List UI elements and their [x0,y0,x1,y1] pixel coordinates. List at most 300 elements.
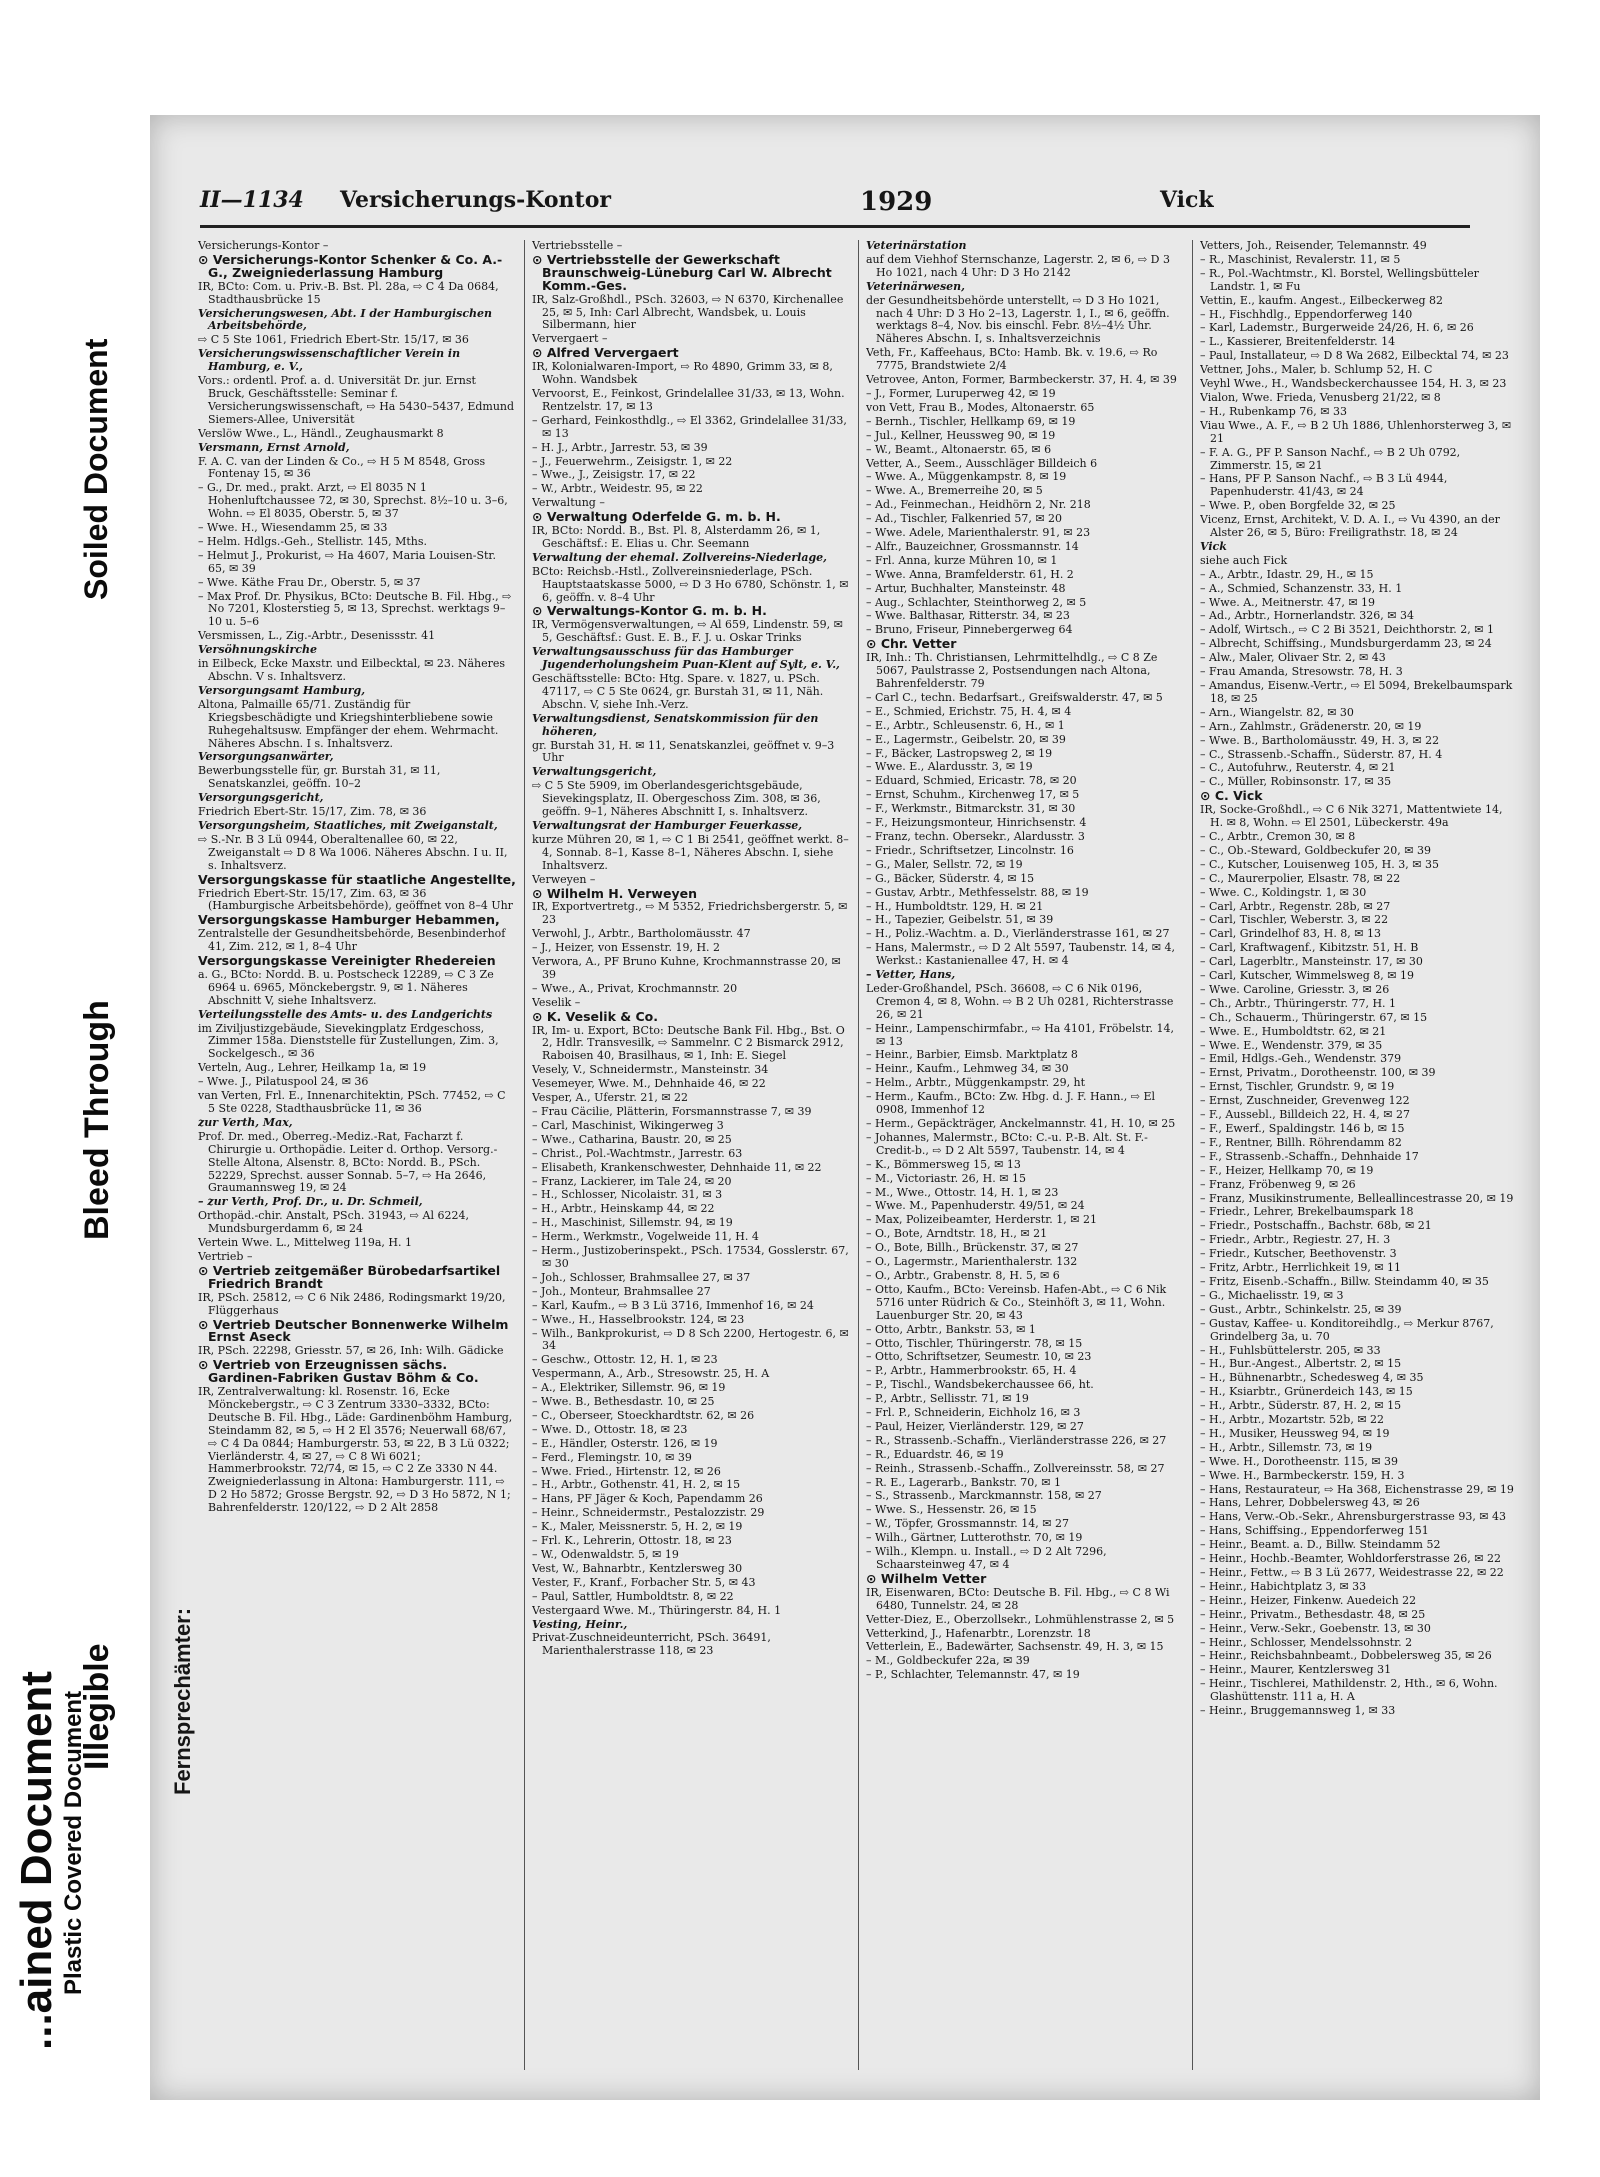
directory-entry: – Bruno, Friseur, Pinnebergerweg 64 [866,623,1073,637]
directory-entry: – Wwe. A., Müggenkampstr. 8, ✉ 19 [866,470,1067,484]
directory-entry: Versorgungsgericht, [198,791,324,805]
directory-entry: – Wwe., A., Privat, Krochmannstr. 20 [532,981,738,995]
directory-entry: – Wwe. B., Bethesdastr. 10, ✉ 25 [532,1395,715,1409]
directory-entry: Vettner, Johs., Maler, b. Schlump 52, H. C [1200,363,1433,377]
directory-entry: – C., Maurerpolier, Elsastr. 78, ✉ 22 [1200,871,1401,885]
directory-entry: Vertein Wwe. L., Mittelweg 119a, H. 1 [198,1236,412,1250]
directory-entry: – E., Händler, Osterstr. 126, ✉ 19 [532,1436,718,1450]
directory-entry: – Carl, Arbtr., Regenstr. 28b, ✉ 27 [1200,899,1391,913]
directory-entry: Vervoorst, E., Feinkost, Grindelallee 31/33, ✉ 13, Wohn. Rentzelstr. 17, ✉ 13 [532,386,845,413]
directory-entry: Versorgungskasse Hamburger Hebammen, [198,912,500,928]
directory-entry: – A., Elektriker, Sillemstr. 96, ✉ 19 [532,1381,726,1395]
directory-entry: – Wilh., Gärtner, Lutterothstr. 70, ✉ 19 [866,1531,1083,1545]
directory-entry: Verteln, Aug., Lehrer, Heilkamp 1a, ✉ 19 [198,1061,427,1075]
directory-entry: Vors.: ordentl. Prof. a. d. Universität Dr. jur. Ernst Bruck, Geschäftsstelle: Seminar f. Versicherungswissenschaft, ⇨ Ha 5430–5437, Edmund Siemers-Allee, Universität [198,374,515,426]
directory-entry: – Franz, techn. Obersekr., Alardusstr. 3 [866,829,1085,843]
directory-entry: – Frau Amanda, Stresowstr. 78, H. 3 [1200,665,1403,679]
directory-entry: Verwaltungsrat der Hamburger Feuerkasse, [532,818,803,832]
directory-entry: – H., Fuhlsbüttelerstr. 205, ✉ 33 [1200,1343,1381,1357]
directory-entry: – Heinr., Bruggemannsweg 1, ✉ 33 [1200,1704,1396,1718]
directory-entry: – A., Arbtr., Idastr. 29, H., ✉ 15 [1200,567,1374,581]
directory-entry: – Hans, Restaurateur, ⇨ Ha 368, Eichenstrasse 29, ✉ 19 [1200,1482,1514,1496]
directory-entry: – H., Ksiarbtr., Grünerdeich 143, ✉ 15 [1200,1385,1413,1399]
directory-entry: – H., Rubenkamp 76, ✉ 33 [1200,404,1347,418]
directory-entry: – M., Goldbeckufer 22a, ✉ 39 [866,1654,1030,1668]
directory-entry: Veselik – [532,995,581,1009]
directory-entry: – C., Oberseer, Stoeckhardtstr. 62, ✉ 26 [532,1408,755,1422]
directory-entry: kurze Mühren 20, ✉ 1, ⇨ C 1 Bi 2541, geöffnet werkt. 8–4, Sonnab. 8–1, Kasse 8–1, Näheres Abschn. I, siehe Inhaltsverz. [532,832,849,872]
phone-exchange-legend [170,1608,196,1795]
directory-entry: – Wwe. Caroline, Griesstr. 3, ✉ 26 [1200,982,1390,996]
directory-entry: von Vett, Frau B., Modes, Altonaerstr. 65 [866,400,1095,414]
directory-entry: auf dem Viehhof Sternschanze, Lagerstr. 2, ✉ 6, ⇨ D 3 Ho 1021, nach 4 Uhr: D 3 Ho 2142 [866,252,1170,279]
directory-entry: – Heinr., Schneidermstr., Pestalozzistr. 29 [532,1506,765,1520]
directory-entry: – O., Bote, Arndtstr. 18, H., ✉ 21 [866,1227,1048,1241]
directory-entry: – H., Poliz.-Wachtm. a. D., Vierländerstrasse 161, ✉ 27 [866,927,1170,941]
directory-entry: – G., Maler, Sellstr. 72, ✉ 19 [866,857,1023,871]
directory-entry: – Geschw., Ottostr. 12, H. 1, ✉ 23 [532,1353,718,1367]
directory-entry: – O., Bote, Billh., Brückenstr. 37, ✉ 27 [866,1241,1079,1255]
directory-entry: – K., Bömmersweg 15, ✉ 13 [866,1157,1021,1171]
directory-entry: Vest, W., Bahnarbtr., Kentzlersweg 30 [532,1561,743,1575]
directory-entry: – Frl. K., Lehrerin, Ottostr. 18, ✉ 23 [532,1534,732,1548]
directory-entry: – Friedr., Kutscher, Beethovenstr. 3 [1200,1247,1397,1261]
directory-entry: – Gustav, Kaffee- u. Konditoreihdlg., ⇨ Merkur 8767, Grindelberg 3a, u. 70 [1200,1316,1494,1343]
directory-entry: – Eduard, Schmied, Ericastr. 78, ✉ 20 [866,774,1077,788]
column-divider [858,240,859,2070]
directory-entry: Versorgungskasse Vereinigter Rhedereien [198,953,496,969]
directory-entry: – Christ., Pol.-Wachtmstr., Jarrestr. 63 [532,1146,743,1160]
directory-entry: – H., Arbtr., Sillemstr. 73, ✉ 19 [1200,1440,1373,1454]
directory-entry: – Johannes, Malermstr., BCto: C.-u. P.-B. Alt. St. F.-Credit-b., ⇨ D 2 Alt 5597, Taubenstr. 14, ✉ 4 [866,1130,1148,1157]
directory-entry: – Ch., Schauerm., Thüringerstr. 67, ✉ 15 [1200,1010,1428,1024]
directory-entry: – Franz, Fröbenweg 9, ✉ 26 [1200,1177,1356,1191]
directory-entry: IR, Kolonialwaren-Import, ⇨ Ro 4890, Grimm 33, ✉ 8, Wohn. Wandsbek [532,360,833,387]
directory-entry: – Arn., Wiangelstr. 82, ✉ 30 [1200,705,1354,719]
directory-entry: Versicherungswissenschaftlicher Verein in Hamburg, e. V., [198,347,461,374]
directory-entry: – F., Bäcker, Lastropsweg 2, ✉ 19 [866,746,1053,760]
directory-entry: – F., Heizer, Hellkamp 70, ✉ 19 [1200,1163,1374,1177]
banner-text-1: ...ained Document [12,1671,61,2050]
directory-entry: ⊙ Vertrieb Deutscher Bonnenwerke Wilhelm Ernst Aseck [198,1316,509,1345]
column-divider [524,240,525,2070]
directory-entry: Leder-Großhandel, PSch. 36608, ⇨ C 6 Nik 0196, Cremon 4, ✉ 8, Wohn. ⇨ B 2 Uh 0281, Richterstrasse 26, ✉ 21 [866,981,1174,1021]
directory-entry: – Heinr., Maurer, Kentzlersweg 31 [1200,1663,1392,1677]
directory-entry: BCto: Reichsb.-Hstl., Zollvereinsniederlage, PSch. Hauptstaatskasse 5000, ⇨ D 3 Ho 6780, Schönstr. 1, ✉ 6, geöffn. v. 8–4 Uhr [532,564,849,604]
directory-entry: Altona, Palmaille 65/71. Zuständig für Kriegsbeschädigte und Kriegshinterbliebene sowie Ruhegehaltsusw. Empfänger der ehem. Wehrmacht. Näheres Abschn. I s. Inhaltsverz. [198,697,499,750]
directory-entry: – Wwe. Käthe Frau Dr., Oberstr. 5, ✉ 37 [198,575,421,589]
directory-entry: Veth, Fr., Kaffeehaus, BCto: Hamb. Bk. v. 19.6, ⇨ Ro 7775, Brandstwiete 2/4 [866,346,1158,373]
directory-entry: – H., Arbtr., Heinskamp 44, ✉ 22 [532,1202,715,1216]
directory-entry: – P., Schlachter, Telemannstr. 47, ✉ 19 [866,1668,1080,1682]
directory-entry: van Verten, Frl. E., Innenarchitektin, PSch. 77452, ⇨ C 5 Ste 0228, Stadthausbrücke 11, ✉ 36 [198,1089,506,1115]
directory-entry: – O., Lagermstr., Marienthalerstr. 132 [866,1255,1078,1269]
directory-entry: im Ziviljustizgebäude, Sievekingplatz Erdgeschoss, Zimmer 158a. Dienststelle für Zustellungen, Zim. 3, Sockelgesch., ✉ 36 [198,1021,499,1061]
directory-entry: Geschäftsstelle: BCto: Htg. Spare. v. 1827, u. PSch. 47117, ⇨ C 5 Ste 0624, gr. Burstah 31, ✉ 11, Näh. Abschn. V, siehe Inh.-Verz. [532,672,824,711]
directory-entry: – Wilh., Klempn. u. Install., ⇨ D 2 Alt 7296, Schaarsteinweg 47, ✉ 4 [866,1545,1107,1571]
directory-entry: zur Verth, Max, [198,1115,293,1129]
directory-entry: – Elisabeth, Krankenschwester, Dehnhaide 11, ✉ 22 [532,1160,822,1174]
directory-entry: ⊙ K. Veselik & Co. [532,1008,658,1024]
directory-entry: – Herm., Kaufm., BCto: Zw. Hbg. d. J. F. Hann., ⇨ El 0908, Immenhof 12 [866,1090,1156,1117]
directory-entry: – P., Arbtr., Hammerbrookstr. 65, H. 4 [866,1364,1077,1378]
directory-entry: – Herm., Justizoberinspekt., PSch. 17534, Gosslerstr. 67, ✉ 30 [532,1244,849,1270]
directory-entry: – Ernst, Schuhm., Kirchenweg 17, ✉ 5 [866,788,1080,802]
directory-entry: ⇨ S.-Nr. B 3 Lü 0944, Oberaltenallee 60, ✉ 22, Zweiganstalt ⇨ D 8 Wa 1006. Näheres Abschn. I u. II, s. Inhaltsverz. [198,832,508,872]
directory-entry: Verslöw Wwe., L., Händl., Zeughausmarkt 8 [198,426,444,440]
column-2 [532,240,850,2070]
directory-entry: Vestergaard Wwe. M., Thüringerstr. 84, H. 1 [532,1603,782,1617]
page-last-entry: Vick [1160,187,1214,213]
directory-entry: IR, Eisenwaren, BCto: Deutsche B. Fil. Hbg., ⇨ C 8 Wi 6480, Tunnelstr. 24, ✉ 28 [866,1585,1170,1612]
directory-entry: Ververgaert – [532,332,608,346]
directory-entry: – P., Arbtr., Sellisstr. 71, ✉ 19 [866,1392,1029,1406]
directory-entry: – Carl, Tischler, Weberstr. 3, ✉ 22 [1200,913,1389,927]
directory-entry: – Wwe. Adele, Marienthalerstr. 91, ✉ 23 [866,526,1091,540]
directory-entry: Vick [1200,539,1227,553]
directory-entry: Verwaltungsgericht, [532,765,657,779]
directory-entry: Verwora, A., PF Bruno Kuhne, Krochmannstrasse 20, ✉ 39 [532,955,841,981]
directory-entry: – Alfr., Bauzeichner, Grossmannstr. 14 [866,539,1079,553]
directory-entry: – Wwe. S., Hessenstr. 26, ✉ 15 [866,1503,1037,1517]
directory-entry: – H., Arbtr., Süderstr. 87, H. 2, ✉ 15 [1200,1399,1402,1413]
directory-entry: – H., Bur.-Angest., Albertstr. 2, ✉ 15 [1200,1357,1402,1371]
directory-entry: – R., Maschinist, Revalerstr. 11, ✉ 5 [1200,252,1401,266]
directory-entry: – Herm., Gepäckträger, Anckelmannstr. 41, H. 10, ✉ 25 [866,1117,1176,1130]
directory-entry: – Ch., Arbtr., Thüringerstr. 77, H. 1 [1200,996,1397,1010]
directory-entry: – C., Arbtr., Cremon 30, ✉ 8 [1200,829,1356,843]
directory-entry: – Carl, Grindelhof 83, H. 8, ✉ 13 [1200,927,1382,941]
directory-entry: – Wwe. A., Meitnerstr. 47, ✉ 19 [1200,595,1376,609]
directory-entry: – Heinr., Fettw., ⇨ B 3 Lü 2677, Weidestrasse 22, ✉ 22 [1200,1566,1504,1579]
directory-entry: – F. A. G., PF P. Sanson Nachf., ⇨ B 2 Uh 0792, Zimmerstr. 15, ✉ 21 [1200,445,1461,472]
directory-entry: – Friedr., Schriftsetzer, Lincolnstr. 16 [866,843,1074,857]
page-number: II—1134 [200,187,304,213]
column-4 [1200,240,1516,2070]
directory-entry: – Karl, Kaufm., ⇨ B 3 Lü 3716, Immenhof 16, ✉ 24 [532,1298,814,1312]
directory-entry: – Bernh., Tischler, Hellkamp 69, ✉ 19 [866,414,1076,428]
directory-entry: – Wwe. J., Pilatuspool 24, ✉ 36 [198,1075,369,1089]
directory-entry: – F., Rentner, Billh. Röhrendamm 82 [1200,1135,1402,1149]
directory-entry: – Wilh., Bankprokurist, ⇨ D 8 Sch 2200, Hertogestr. 6, ✉ 34 [532,1326,849,1353]
directory-entry: – O., Arbtr., Grabenstr. 8, H. 5, ✉ 6 [866,1268,1060,1282]
directory-entry: – G., Michaelisstr. 19, ✉ 3 [1200,1288,1344,1302]
directory-entry: der Gesundheitsbehörde unterstellt, ⇨ D 3 Ho 1021, nach 4 Uhr: D 3 Ho 2–13, Lagerstr. 1, I., ✉ 6, geöffn. werktags 8–4, Nov. bis einschl. Febr. 8½–4½ Uhr. Näheres Abschn. I, s. Inhaltsverzeichnis [866,293,1170,346]
directory-entry: Verweyen – [532,872,596,886]
directory-entry: – Ferd., Flemingstr. 10, ✉ 39 [532,1450,692,1464]
directory-entry: – Otto, Arbtr., Bankstr. 53, ✉ 1 [866,1322,1036,1336]
banner-text-soiled: Soiled Document [78,338,114,600]
directory-entry: – H., Humboldtstr. 129, H. ✉ 21 [866,899,1044,913]
directory-entry: – Hans, Verw.-Ob.-Sekr., Ahrensburgerstrasse 93, ✉ 43 [1200,1510,1507,1524]
directory-entry: – Wwe. D., Ottostr. 18, ✉ 23 [532,1422,688,1436]
legend-title: Fernsprechämter: [170,1607,195,1795]
directory-entry: – Heinr., Heizer, Finkenw. Auedeich 22 [1200,1593,1417,1607]
scan-quality-banner [0,0,150,2177]
directory-entry: IR, BCto: Com. u. Priv.-B. Bst. Pl. 28a, ⇨ C 4 Da 0684, Stadthausbrücke 15 [198,279,499,306]
directory-entry: – Ernst, Tischler, Grundstr. 9, ✉ 19 [1200,1080,1395,1094]
directory-entry: Veyhl Wwe., H., Wandsbeckerchaussee 154, H. 3, ✉ 23 [1200,377,1507,391]
directory-entry: – Wwe. Anna, Bramfelderstr. 61, H. 2 [866,567,1074,581]
directory-entry: – Wwe. A., Bremerreihe 20, ✉ 5 [866,484,1043,498]
directory-entry: Friedrich Ebert-Str. 15/17, Zim. 63, ✉ 36 (Hamburgische Arbeitsbehörde), geöffnet von 8–4 Uhr [198,886,513,913]
directory-entry: – Heinr., Kaufm., Lehmweg 34, ✉ 30 [866,1062,1069,1076]
page-title: Versicherungs-Kontor [340,187,611,213]
directory-entry: ⊙ Chr. Vetter [866,636,957,652]
directory-entry: ⊙ Wilhelm Vetter [866,1570,987,1586]
directory-entry: – Max Prof. Dr. Physikus, BCto: Deutsche B. Fil. Hbg., ⇨ No 7201, Klosterstieg 5, ✉ 13, Sprechst. werktags 9–10 u. 5–6 [198,589,512,629]
directory-entry: – H., Bühnenarbtr., Schedesweg 4, ✉ 35 [1200,1371,1424,1385]
directory-entry: – Friedr., Postschaffn., Bachstr. 68b, ✉ 21 [1200,1219,1432,1233]
directory-entry: gr. Burstah 31, H. ✉ 11, Senatskanzlei, geöffnet v. 9–3 Uhr [532,738,835,765]
directory-entry: Veterinärwesen, [866,279,965,293]
directory-entry: – Heinr., Beamt. a. D., Billw. Steindamm 52 [1200,1538,1441,1552]
directory-entry: – J., Former, Luruperweg 42, ✉ 19 [866,386,1056,400]
directory-entry: IR, BCto: Nordd. B., Bst. Pl. 8, Alsterdamm 26, ✉ 1, Geschäftsf.: E. Elias u. Chr. Seemann [532,524,821,550]
directory-entry: IR, PSch. 25812, ⇨ C 6 Nik 2486, Rodingsmarkt 19/20, Flüggerhaus [198,1290,506,1317]
directory-entry: Zentralstelle der Gesundheitsbehörde, Besenbinderhof 41, Zim. 212, ✉ 1, 8–4 Uhr [198,927,506,954]
directory-entry: – Fritz, Arbtr., Herrlichkeit 19, ✉ 11 [1200,1261,1402,1275]
directory-entry: – Wwe. Fried., Hirtenstr. 12, ✉ 26 [532,1464,721,1478]
directory-entry: – Wwe. E., Alardusstr. 3, ✉ 19 [866,760,1033,774]
directory-entry: – W., Beamt., Altonaerstr. 65, ✉ 6 [866,442,1052,456]
directory-entry: ⊙ Vertriebsstelle der Gewerkschaft Braunschweig-Lüneburg Carl W. Albrecht Komm.-Ges. [532,251,832,293]
directory-entry: – Max, Polizeibeamter, Herderstr. 1, ✉ 21 [866,1213,1097,1227]
directory-entry: Vetter, A., Seem., Ausschläger Billdeich 6 [866,456,1098,470]
directory-entry: – Helmut J., Prokurist, ⇨ Ha 4607, Maria Louisen-Str. 65, ✉ 39 [198,548,496,575]
directory-entry: – C., Strassenb.-Schaffn., Süderstr. 87, H. 4 [1200,747,1443,761]
directory-entry: IR, Inh.: Th. Christiansen, Lehrmittelhdlg., ⇨ C 8 Ze 5067, Paulstrasse 2, Postsendungen nach Altona, Bahrenfelderstr. 79 [866,651,1158,690]
directory-entry: – Ernst, Privatm., Dorotheenstr. 100, ✉ 39 [1200,1066,1436,1080]
directory-entry: – Albrecht, Schiffsing., Mundsburgerdamm 23, ✉ 24 [1200,637,1492,651]
directory-entry: IR, PSch. 22298, Griesstr. 57, ✉ 26, Inh: Wilh. Gädicke [198,1344,504,1358]
directory-entry: – Fritz, Eisenb.-Schaffn., Billw. Steindamm 40, ✉ 35 [1200,1274,1489,1288]
directory-entry: – H., Musiker, Heussweg 94, ✉ 19 [1200,1426,1390,1440]
directory-entry: IR, Vermögensverwaltungen, ⇨ Al 659, Lindenstr. 59, ✉ 5, Geschäftsf.: Gust. E. B., F. J. u. Oskar Trinks [532,618,843,645]
directory-entry: ⊙ Vertrieb zeitgemäßer Bürobedarfsartikel Friedrich Brandt [198,1262,501,1291]
directory-entry: – R. E., Lagerarb., Bankstr. 70, ✉ 1 [866,1475,1062,1489]
directory-entry: – P., Tischl., Wandsbekerchaussee 66, ht. [866,1378,1094,1392]
column-3 [866,240,1184,2070]
directory-entry: Versorgungskasse für staatliche Angestellte, [198,871,516,887]
directory-entry: – H., Tapezier, Geibelstr. 51, ✉ 39 [866,913,1054,927]
directory-entry: – F., Strassenb.-Schaffn., Dehnhaide 17 [1200,1149,1419,1163]
directory-entry: – Heinr., Hochb.-Beamter, Wohldorferstrasse 26, ✉ 22 [1200,1552,1501,1566]
directory-entry: siehe auch Fick [1200,553,1288,567]
directory-entry: Bewerbungsstelle für, gr. Burstah 31, ✉ 11, Senatskanzlei, geöffn. 10–2 [198,764,441,791]
directory-entry: – M., Wwe., Ottostr. 14, H. 1, ✉ 23 [866,1185,1059,1199]
directory-entry: – C., Ob.-Steward, Goldbeckufer 20, ✉ 39 [1200,843,1431,857]
header-rule [200,225,1470,228]
directory-entry: ⊙ Verwaltungs-Kontor G. m. b. H. [532,603,767,619]
directory-entry: – E., Arbtr., Schleusenstr. 6, H., ✉ 1 [866,718,1065,732]
directory-entry: – R., Pol.-Wachtmstr., Kl. Borstel, Wellingsbütteler Landstr. 1, ✉ Fu [1200,266,1479,293]
directory-entry: – L., Kassierer, Breitenfelderstr. 14 [1200,335,1396,349]
directory-entry: – Ad., Arbtr., Hornerlandstr. 326, ✉ 34 [1200,609,1415,623]
directory-entry: – W., Odenwaldstr. 5, ✉ 19 [532,1548,679,1561]
page-header [200,187,1470,227]
directory-entry: ⊙ Wilhelm H. Verweyen [532,885,697,901]
directory-entry: Vesting, Heinr., [532,1617,628,1631]
directory-entry: – Wwe. E., Wendenstr. 379, ✉ 35 [1200,1038,1383,1052]
directory-entry: – Joh., Schlosser, Brahmsallee 27, ✉ 37 [532,1270,751,1284]
directory-entry: – zur Verth, Prof. Dr., u. Dr. Schmeil, [198,1195,423,1209]
directory-entry: – Carl, Lagerbltr., Mansteinstr. 17, ✉ 30 [1200,955,1423,969]
directory-entry: Vesely, V., Schneidermstr., Mansteinstr. 34 [532,1063,769,1077]
directory-entry: Vetter-Diez, E., Oberzollsekr., Lohmühlenstrasse 2, ✉ 5 [866,1612,1175,1626]
directory-entry: – R., Eduardstr. 46, ✉ 19 [866,1447,1004,1461]
directory-entry: – Wwe., H., Hasselbrookstr. 124, ✉ 23 [532,1312,745,1326]
directory-entry: – Gust., Arbtr., Schinkelstr. 25, ✉ 39 [1200,1302,1402,1316]
directory-page [150,115,1540,2100]
directory-entry: – Paul, Installateur, ⇨ D 8 Wa 2682, Eilbecktal 74, ✉ 23 [1200,349,1509,363]
directory-entry: – Jul., Kellner, Heussweg 90, ✉ 19 [866,428,1056,442]
directory-entry: – H., Fischhdlg., Eppendorferweg 140 [1200,307,1413,321]
directory-entry: – F., Werkmstr., Bitmarckstr. 31, ✉ 30 [866,802,1076,816]
directory-entry: – G., Dr. med., prakt. Arzt, ⇨ El 8035 N 1 Hohenluftchaussee 72, ✉ 30, Sprechst. 8½–10 u. 3–6, Wohn. ⇨ El 8035, Oberstr. 5, ✉ 37 [198,481,508,521]
directory-entry: in Eilbeck, Ecke Maxstr. und Eilbecktal, ✉ 23. Näheres Abschn. V s. Inhaltsverz. [198,657,506,683]
directory-entry: – Heinr., Barbier, Eimsb. Marktplatz 8 [866,1048,1078,1062]
directory-entry: – A., Schmied, Schanzenstr. 33, H. 1 [1200,581,1403,595]
directory-entry: Verwaltung – [532,496,605,510]
directory-entry: Vetrovee, Anton, Former, Barmbeckerstr. 37, H. 4, ✉ 39 [866,373,1177,387]
directory-entry: Versorgungsheim, Staatliches, mit Zweiganstalt, [198,818,498,832]
directory-entry: – Wwe. C., Koldingstr. 1, ✉ 30 [1200,885,1367,899]
directory-entry: ⇨ C 5 Ste 1061, Friedrich Ebert-Str. 15/17, ✉ 36 [198,333,469,347]
directory-entry: Vesper, A., Uferstr. 21, ✉ 22 [532,1091,689,1105]
directory-entry: – Heinr., Privatm., Bethesdastr. 48, ✉ 25 [1200,1607,1426,1621]
directory-entry: – Hans, PF P. Sanson Nachf., ⇨ B 3 Lü 4944, Papenhuderstr. 41/43, ✉ 24 [1200,472,1448,499]
directory-entry: – Gerhard, Feinkosthdlg., ⇨ El 3362, Grindelallee 31/33, ✉ 13 [532,413,847,440]
directory-entry: – Wwe. Balthasar, Ritterstr. 34, ✉ 23 [866,609,1070,623]
directory-entry: – Paul, Sattler, Humboldtstr. 8, ✉ 22 [532,1589,734,1603]
directory-entry: Friedrich Ebert-Str. 15/17, Zim. 78, ✉ 36 [198,805,427,819]
directory-entry: – Wwe., Catharina, Baustr. 20, ✉ 25 [532,1132,732,1146]
directory-entry: – H., Schlosser, Nicolaistr. 31, ✉ 3 [532,1188,723,1202]
directory-entry: – C., Autofuhrw., Reuterstr. 4, ✉ 21 [1200,761,1396,775]
directory-entry: – Wwe. B., Bartholomäusstr. 49, H. 3, ✉ 22 [1200,733,1440,747]
directory-entry: – Aug., Schlachter, Steinthorweg 2, ✉ 5 [866,595,1087,609]
directory-entry: – Wwe., J., Zeisigstr. 17, ✉ 22 [532,468,696,482]
directory-entry: Verwohl, J., Arbtr., Bartholomäusstr. 47 [532,927,751,941]
directory-entry: Vertriebsstelle – [532,240,623,252]
directory-entry: – Heinr., Verw.-Sekr., Goebenstr. 13, ✉ 30 [1200,1621,1431,1635]
directory-entry: Versicherungswesen, Abt. I der Hamburgischen Arbeitsbehörde, [198,306,493,333]
directory-entry: – Herm., Werkmstr., Vogelweide 11, H. 4 [532,1230,759,1244]
directory-entry: Prof. Dr. med., Oberreg.-Mediz.-Rat, Facharzt f. Chirurgie u. Orthopädie. Leiter d. Orthop. Versorg.-Stelle Altona, Alsenstr. 8, BCto: Nordd. B., PSch. 52229, Sprechst. ausser Sonnab. 5–7, ⇨ Ha 2646, Graumannsweg 19, ✉ 24 [198,1129,498,1195]
directory-entry: – H., Arbtr., Mozartstr. 52b, ✉ 22 [1200,1413,1385,1427]
page-year: 1929 [860,187,933,217]
directory-entry: – Carl, Maschinist, Wikingerweg 3 [532,1118,724,1132]
column-divider [1192,240,1193,2070]
directory-entry: – Wwe. H., Dorotheenstr. 115, ✉ 39 [1200,1454,1399,1468]
directory-entry: ⊙ Verwaltung Oderfelde G. m. b. H. [532,509,781,525]
directory-entry: – Hans, Lehrer, Dobbelersweg 43, ✉ 26 [1200,1496,1420,1510]
directory-entry: – F., Aussebl., Billdeich 22, H. 4, ✉ 27 [1200,1108,1411,1122]
directory-entry: – F., Heizungsmonteur, Hinrichsenstr. 4 [866,816,1087,830]
directory-entry: – Joh., Monteur, Brahmsallee 27 [532,1284,711,1298]
directory-entry: Versicherungs-Kontor – [198,240,329,252]
directory-entry: – Heinr., Habichtplatz 3, ✉ 33 [1200,1579,1367,1593]
directory-entry: – E., Schmied, Erichstr. 75, H. 4, ✉ 4 [866,704,1072,718]
directory-entry: – Carl, Kraftwagenf., Kibitzstr. 51, H. B [1200,941,1419,955]
directory-entry: ⊙ Versicherungs-Kontor Schenker & Co. A.-G., Zweigniederlassung Hamburg [198,251,503,280]
directory-entry: a. G., BCto: Nordd. B. u. Postscheck 12289, ⇨ C 3 Ze 6964 u. 6965, Mönckebergstr. 9, ✉ 1. Näheres Abschnitt V, siehe Inhaltsverz. [198,967,494,1007]
directory-entry: Verwaltungsausschuss für das Hamburger Jugenderholungsheim Puan-Klent auf Sylt, e. V., [532,645,840,672]
directory-entry: – Otto, Kaufm., BCto: Vereinsb. Hafen-Abt., ⇨ C 6 Nik 5716 unter Rüdrich & Co., Steinhöft 3, ✉ 11, Wohn. Lauenburger Str. 20, ✉ 43 [866,1282,1167,1322]
directory-entry: Vettin, E., kaufm. Angest., Eilbeckerweg 82 [1200,293,1444,307]
directory-entry: IR, Im- u. Export, BCto: Deutsche Bank Fil. Hbg., Bst. O 2, Hdlr. Transvesilk, ⇨ Sammelnr. C 2 Bismarck 2912, Raboisen 40, Brasilhaus, ✉ 1, Inh: E. Siegel [532,1023,845,1063]
directory-entry: – W., Töpfer, Grossmannstr. 14, ✉ 27 [866,1517,1069,1531]
directory-entry: – G., Bäcker, Süderstr. 4, ✉ 15 [866,871,1035,885]
directory-entry: Vetterlein, E., Badewärter, Sachsenstr. 49, H. 3, ✉ 15 [866,1640,1164,1654]
directory-entry: Vester, F., Kranf., Forbacher Str. 5, ✉ 43 [532,1575,756,1589]
directory-entry: – Ad., Tischler, Falkenried 57, ✉ 20 [866,512,1063,526]
directory-entry: Privat-Zuschneideunterricht, PSch. 36491, Marienthalerstrasse 118, ✉ 23 [532,1631,771,1658]
directory-entry: – Hans, PF Jäger & Koch, Papendamm 26 [532,1492,763,1506]
directory-entry: Verwaltung der ehemal. Zollvereins-Niederlage, [532,550,827,564]
directory-entry: – Heinr., Reichsbahnbeamt., Dobbelersweg 35, ✉ 26 [1200,1649,1492,1663]
directory-entry: ⇨ C 5 Ste 5909, im Oberlandesgerichtsgebäude, Sievekingsplatz, II. Obergeschoss Zim. 308, ✉ 36, geöffn. 9–1, Näheres Abschnitt I, s. Inhaltsverz. [532,779,821,819]
directory-entry: – H., Maschinist, Sillemstr. 94, ✉ 19 [532,1216,733,1230]
directory-entry: Versmann, Ernst Arnold, [198,440,350,454]
directory-entry: – Wwe. E., Humboldtstr. 62, ✉ 21 [1200,1024,1387,1038]
banner-text-illegible: Illegible [78,1643,116,1770]
directory-entry: – E., Lagermstr., Geibelstr. 20, ✉ 39 [866,732,1066,746]
directory-entry: – Emil, Hdlgs.-Geh., Wendenstr. 379 [1200,1052,1402,1066]
directory-entry: Vespermann, A., Arb., Stresowstr. 25, H. A [532,1367,770,1381]
directory-entry: – Otto, Schriftsetzer, Seumestr. 10, ✉ 23 [866,1350,1092,1364]
directory-entry: – Alw., Maler, Olivaer Str. 2, ✉ 43 [1200,651,1386,665]
directory-entry: – M., Victoriastr. 26, H. ✉ 15 [866,1171,1026,1185]
directory-entry: – Amandus, Eisenw.-Vertr., ⇨ El 5094, Brekelbaumspark 18, ✉ 25 [1200,679,1513,705]
directory-entry: – J., Feuerwehrm., Zeisigstr. 1, ✉ 22 [532,454,733,468]
directory-entry: – Franz, Lackierer, im Tale 24, ✉ 20 [532,1174,732,1188]
directory-entry: – C., Müller, Robinsonstr. 17, ✉ 35 [1200,775,1392,789]
directory-entry: ⊙ Vertrieb von Erzeugnissen sächs. Gardinen-Fabriken Gustav Böhm & Co. [198,1357,479,1386]
directory-entry: Vetters, Joh., Reisender, Telemannstr. 49 [1200,240,1427,252]
directory-entry: – Karl, Lademstr., Burgerweide 24/26, H. 6, ✉ 26 [1200,321,1474,335]
directory-entry: – Carl, Kutscher, Wimmelsweg 8, ✉ 19 [1200,969,1414,983]
directory-entry: – Carl C., techn. Bedarfsart., Greifswalderstr. 47, ✉ 5 [866,690,1163,704]
directory-entry: Versmissen, L., Zig.-Arbtr., Desenissstr. 41 [198,629,436,643]
directory-entry: – Friedr., Arbtr., Regiestr. 27, H. 3 [1200,1233,1391,1247]
directory-entry: – Heinr., Tischlerei, Mathildenstr. 2, Hth., ✉ 6, Wohn. Glashüttenstr. 111 a, H. A [1200,1677,1498,1704]
directory-entry: – Wwe. H., Wiesendamm 25, ✉ 33 [198,521,388,535]
directory-entry: – Wwe. P., oben Borgfelde 32, ✉ 25 [1200,499,1396,513]
directory-entry: Vicenz, Ernst, Architekt, V. D. A. I., ⇨ Vu 4390, an der Alster 26, ✉ 5, Büro: Freiligrathstr. 18, ✉ 24 [1200,513,1500,540]
banner-text-bleed: Bleed Through [78,1000,116,1240]
directory-entry: – R., Strassenb.-Schaffn., Vierländerstrasse 226, ✉ 27 [866,1433,1167,1447]
directory-entry: – Helm. Hdlgs.-Geh., Stellistr. 145, Mths. [198,534,427,548]
directory-entry: Orthopäd.-chir. Anstalt, PSch. 31943, ⇨ Al 6224, Mundsburgerdamm 6, ✉ 24 [198,1209,469,1236]
directory-entry: IR, Exportvertretg., ⇨ M 5352, Friedrichsbergerstr. 5, ✉ 23 [532,900,848,927]
directory-entry: Verwaltungsdienst, Senatskommission für den höheren, [532,711,819,738]
directory-entry: – Otto, Tischler, Thüringerstr. 78, ✉ 15 [866,1336,1083,1350]
directory-entry: – Arn., Zahlmstr., Grädenerstr. 20, ✉ 19 [1200,719,1422,733]
directory-entry: ⊙ C. Vick [1200,788,1263,804]
directory-entry: – Helm., Arbtr., Müggenkampstr. 29, ht [866,1076,1086,1090]
banner-text-plastic: Plastic Covered Document [60,1690,87,1995]
directory-entry: Vertrieb – [198,1249,253,1263]
directory-entry: IR, Salz-Großhdl., PSch. 32603, ⇨ N 6370, Kirchenallee 25, ✉ 5, Inh: Carl Albrecht, Wandsbek, u. Louis Silbermann, hier [532,292,844,332]
directory-entry: – Ad., Feinmechan., Heidhörn 2, Nr. 218 [866,498,1091,512]
directory-entry: Verteilungsstelle des Amts- u. des Landgerichts [198,1007,493,1021]
directory-entry: – H. J., Arbtr., Jarrestr. 53, ✉ 39 [532,440,708,454]
directory-entry: Vetterkind, J., Hafenarbtr., Lorenzstr. 18 [866,1626,1091,1640]
directory-entry: – Ernst, Zuschneider, Grevenweg 122 [1200,1094,1410,1108]
directory-entry: – Heinr., Lampenschirmfabr., ⇨ Ha 4101, Fröbelstr. 14, ✉ 13 [866,1021,1175,1048]
